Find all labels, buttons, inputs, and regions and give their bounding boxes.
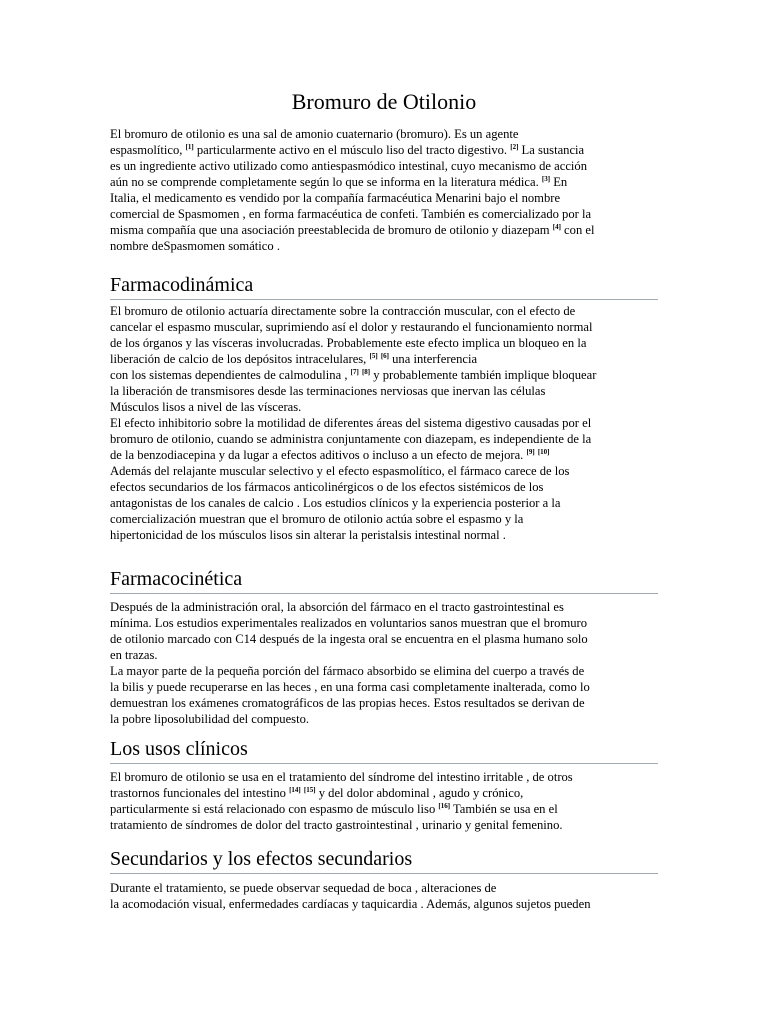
- citation-link[interactable]: [14]: [289, 786, 301, 794]
- section-heading-efectos-secundarios: Secundarios y los efectos secundarios: [110, 847, 658, 874]
- citation-link[interactable]: [15]: [303, 786, 316, 794]
- citation-link[interactable]: [6]: [380, 352, 389, 360]
- citation-link[interactable]: [7]: [350, 368, 359, 376]
- text-line: comercialización muestran que el bromuro de otilonio actúa sobre el espasmo y la: [110, 512, 524, 526]
- side-effects-paragraph: [110, 880, 658, 912]
- document-title: Bromuro de Otilonio: [291, 89, 477, 114]
- text-line: Músculos lisos a nivel de las vísceras.: [110, 400, 302, 414]
- text-line: la bilis y puede recuperarse en las heces , en una forma casi completamente inalterada, como lo: [110, 680, 590, 694]
- text-line: liberación de calcio de los depósitos intracelulares, [5] [6] una interferencia: [110, 352, 478, 366]
- text-line: trastornos funcionales del intestino [14] [15] y del dolor abdominal , agudo y crónico,: [110, 786, 524, 800]
- text-line: bromuro de otilonio, cuando se administra conjuntamente con diazepam, es independiente de la: [110, 432, 592, 446]
- citation-link[interactable]: [5]: [369, 352, 378, 360]
- pharmacodynamics-paragraph: [110, 303, 658, 543]
- text-line: la acomodación visual, enfermedades cardíacas y taquicardia . Además, algunos sujetos pueden: [110, 897, 591, 911]
- text-line: La mayor parte de la pequeña porción del fármaco absorbido se elimina del cuerpo a través de: [110, 664, 585, 678]
- text-line: El efecto inhibitorio sobre la motilidad de diferentes áreas del sistema digestivo causadas por el: [110, 416, 592, 430]
- text-line: con los sistemas dependientes de calmodulina , [7] [8] y probablemente también implique bloquear: [110, 368, 597, 382]
- text-line: de los órganos y las vísceras involucradas. Probablemente este efecto implica un bloqueo en la: [110, 336, 587, 350]
- text-line: cancelar el espasmo muscular, suprimiendo así el dolor y restaurando el funcionamiento normal: [110, 320, 593, 334]
- text-line: Durante el tratamiento, se puede observar sequedad de boca , alteraciones de: [110, 881, 497, 895]
- text-line: comercial de Spasmomen , en forma farmacéutica de confeti. También es comercializado por la: [110, 207, 592, 221]
- text-line: aún no se comprende completamente según lo que se informa en la literatura médica. [3] En: [110, 175, 568, 189]
- section-heading-farmacocinetica: Farmacocinética: [110, 567, 658, 594]
- text-line: espasmolítico, [1] particularmente activo en el músculo liso del tracto digestivo. [2] La sustancia: [110, 143, 585, 157]
- citation-link[interactable]: [9]: [526, 448, 535, 456]
- citation-link[interactable]: [10]: [537, 448, 550, 456]
- text-line: mínima. Los estudios experimentales realizados en voluntarios sanos muestran que el bromuro: [110, 616, 588, 630]
- clinical-uses-paragraph: [110, 769, 658, 833]
- text-line: hipertonicidad de los músculos lisos sin alterar la peristalsis intestinal normal .: [110, 528, 506, 542]
- citation-link[interactable]: [8]: [361, 368, 371, 376]
- text-line: nombre deSpasmomen somático .: [110, 239, 280, 253]
- citation-link[interactable]: [4]: [552, 223, 561, 231]
- text-line: la liberación de transmisores desde las terminaciones nerviosas que inervan las células: [110, 384, 546, 398]
- pharmacokinetics-paragraph: [110, 599, 658, 727]
- text-line: El bromuro de otilonio se usa en el tratamiento del síndrome del intestino irritable , de otros: [110, 770, 573, 784]
- text-line: demuestran los exámenes cromatográficos de las propias heces. Estos resultados se derivan de: [110, 696, 585, 710]
- text-line: efectos secundarios de los fármacos anticolinérgicos o de los efectos sistémicos de los: [110, 480, 544, 494]
- citation-link[interactable]: [16]: [438, 802, 451, 810]
- text-line: Además del relajante muscular selectivo y el efecto espasmolítico, el fármaco carece de los: [110, 464, 570, 478]
- text-line: es un ingrediente activo utilizado como antiespasmódico intestinal, cuyo mecanismo de acción: [110, 159, 588, 173]
- text-line: en trazas.: [110, 648, 158, 662]
- text-line: la pobre liposolubilidad del compuesto.: [110, 712, 310, 726]
- text-line: Después de la administración oral, la absorción del fármaco en el tracto gastrointestinal es: [110, 600, 564, 614]
- citation-link[interactable]: [3]: [541, 175, 551, 183]
- text-line: de la benzodiacepina y da lugar a efectos aditivos o incluso a un efecto de mejora. [9] [10]: [110, 448, 550, 462]
- intro-paragraph: [110, 126, 658, 254]
- text-line: antagonistas de los canales de calcio . Los estudios clínicos y la experiencia posterior a la: [110, 496, 561, 510]
- text-line: tratamiento de síndromes de dolor del tracto gastrointestinal , urinario y genital femenino.: [110, 818, 563, 832]
- citation-link[interactable]: [2]: [510, 143, 519, 151]
- text-line: El bromuro de otilonio es una sal de amonio cuaternario (bromuro). Es un agente: [110, 127, 519, 141]
- text-line: misma compañía que una asociación preestablecida de bromuro de otilonio y diazepam [4] con el: [110, 223, 595, 237]
- text-line: particularmente si está relacionado con espasmo de músculo liso [16] También se usa en el: [110, 802, 558, 816]
- section-heading-farmacodinamica: Farmacodinámica: [110, 273, 658, 300]
- section-heading-usos-clinicos: Los usos clínicos: [110, 737, 658, 764]
- text-line: de otilonio marcado con C14 después de la ingesta oral se encuentra en el plasma humano solo: [110, 632, 588, 646]
- text-line: Italia, el medicamento es vendido por la compañía farmacéutica Menarini bajo el nombre: [110, 191, 561, 205]
- text-line: El bromuro de otilonio actuaría directamente sobre la contracción muscular, con el efecto de: [110, 304, 576, 318]
- citation-link[interactable]: [1]: [185, 143, 194, 151]
